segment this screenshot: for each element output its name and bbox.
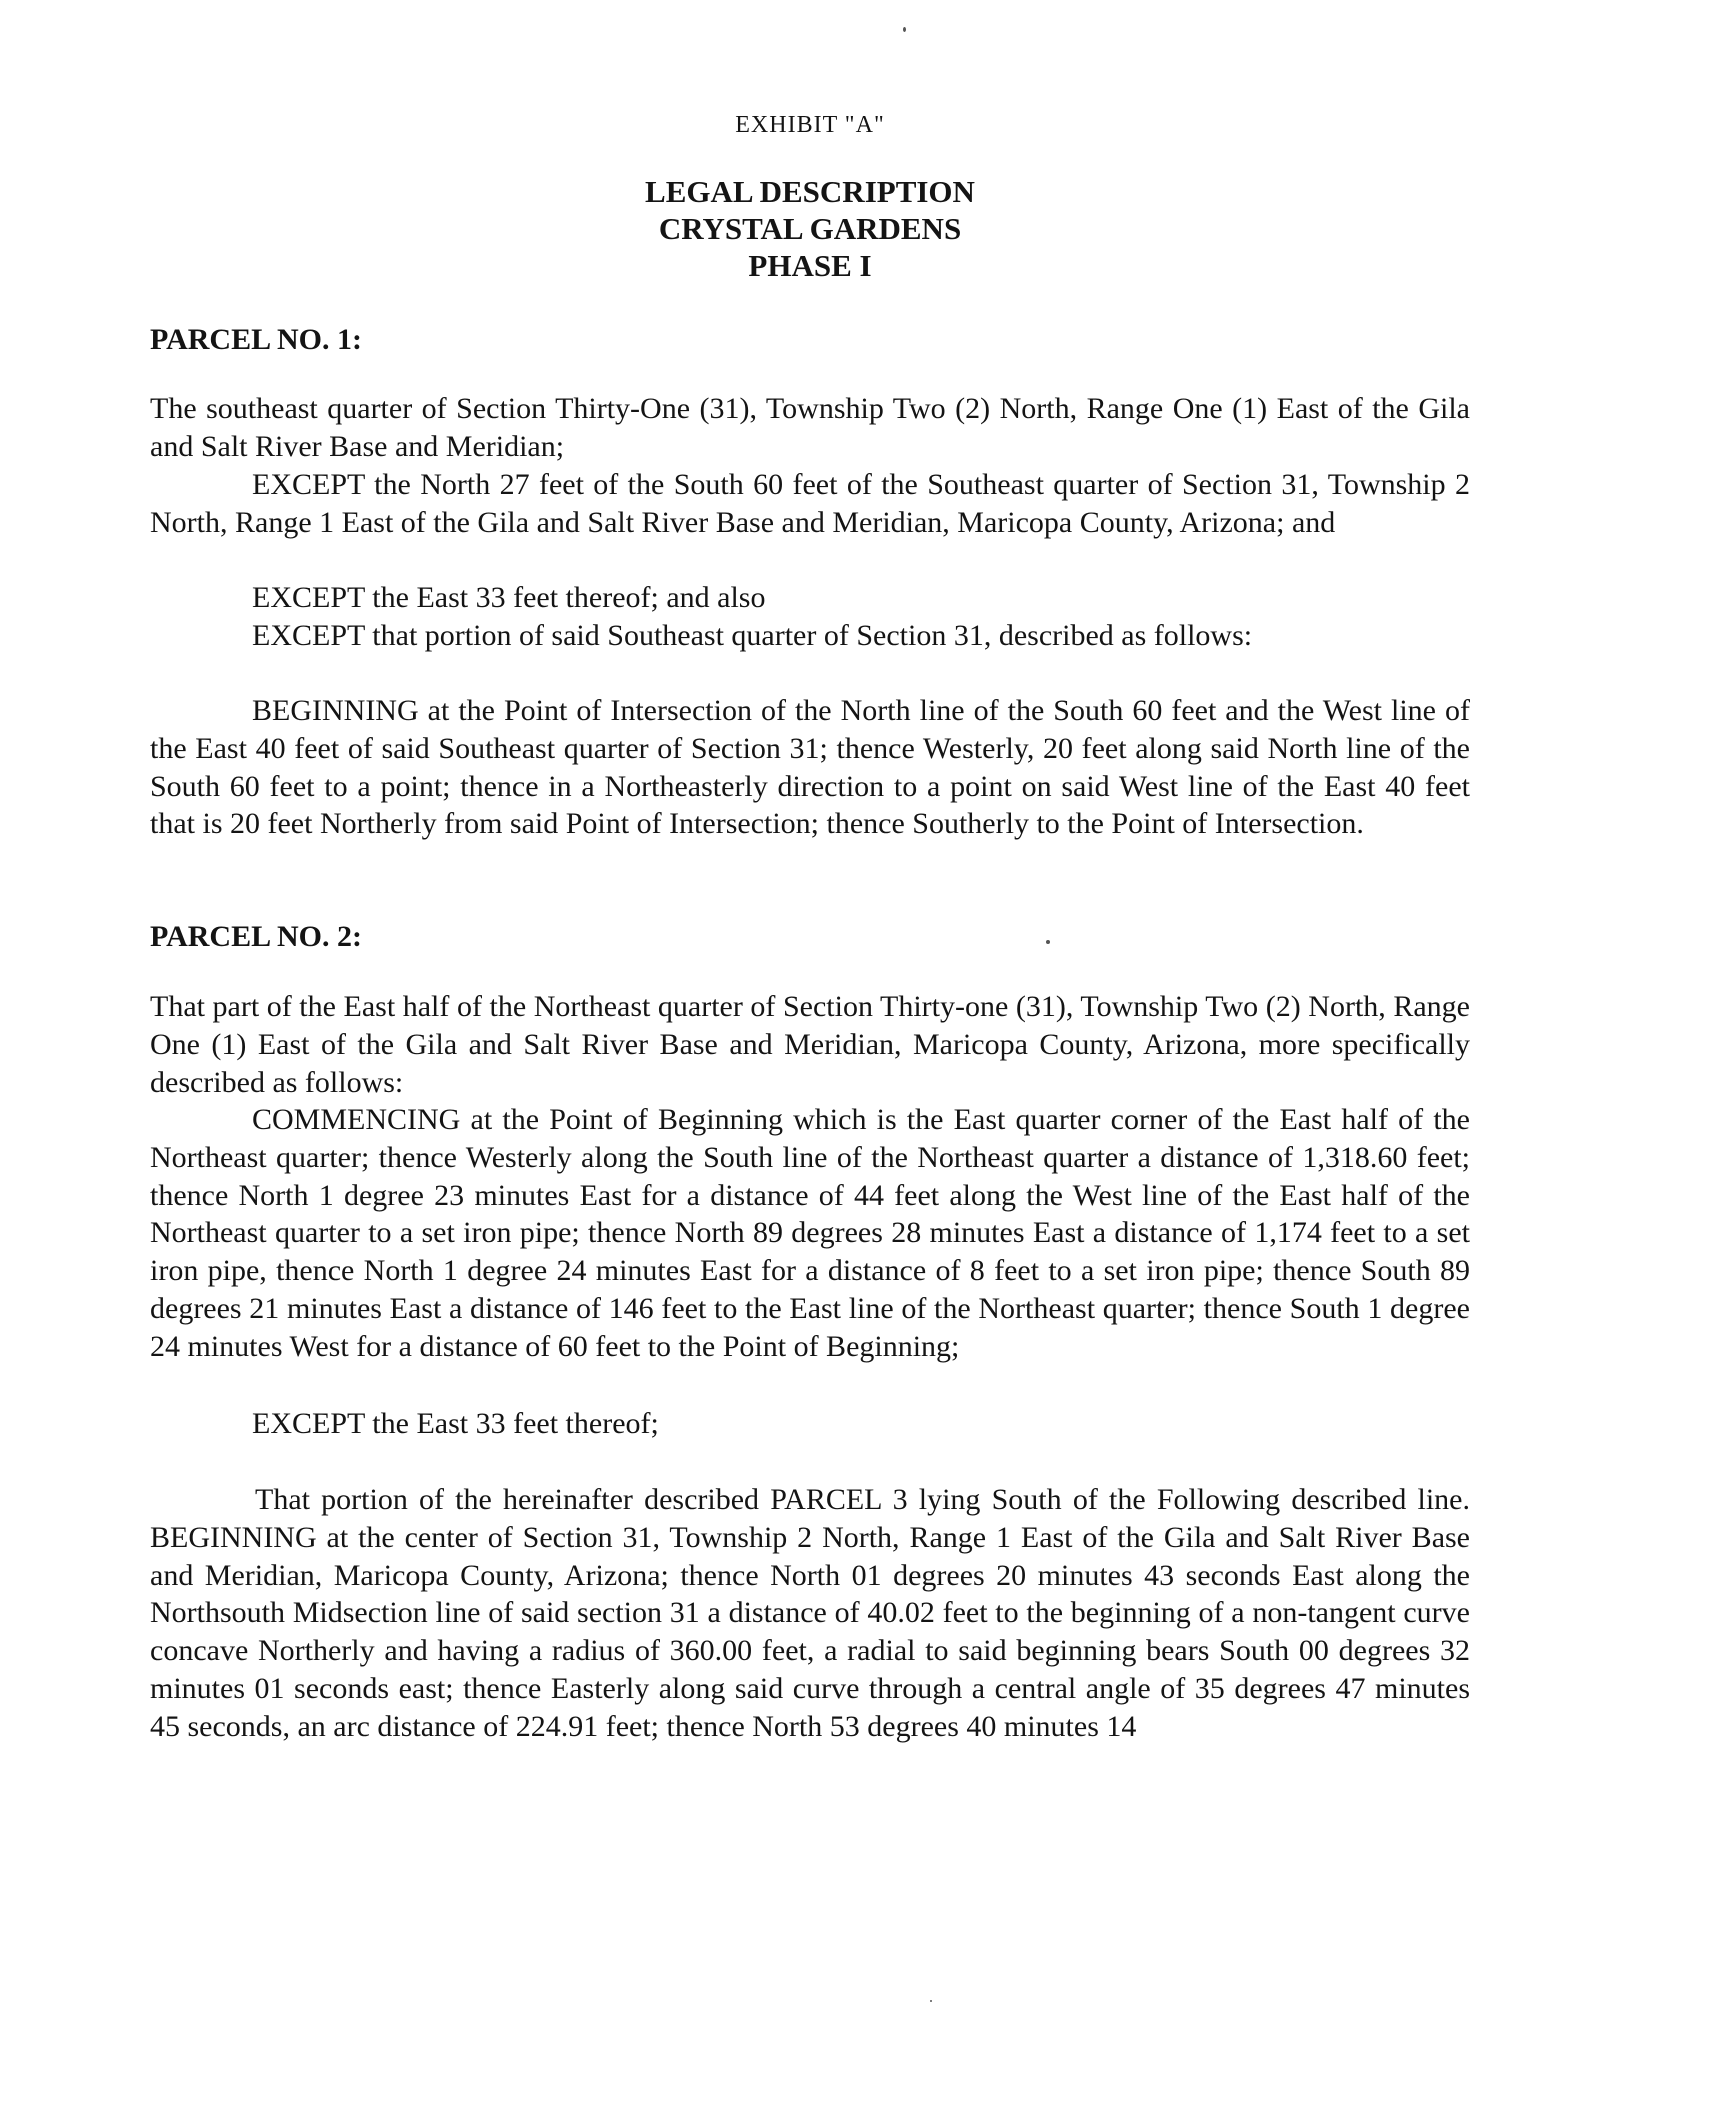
parcel-2-paragraph-1: That part of the East half of the Northeast quarter of Section Thirty-one (31), Township Two (2) North, Range One (1) East of the Gila and Salt River Base and Meridian, Maricopa County, Arizona, more specifically described as follows: <box>150 990 1470 1099</box>
title-line-3: PHASE I <box>748 248 872 283</box>
parcel-1-paragraph-3: EXCEPT the East 33 feet thereof; and also <box>252 581 766 614</box>
parcel-1-paragraph-2: EXCEPT the North 27 feet of the South 60 feet of the Southeast quarter of Section 31, Township 2 North, Range 1 East of the Gila and Salt River Base and Meridian, Maricopa County, Arizona; and <box>150 468 1470 539</box>
scan-speck <box>903 27 906 32</box>
parcel-2-paragraph-4: That portion of the hereinafter described PARCEL 3 lying South of the Following described line. BEGINNING at the center of Section 31, Township 2 North, Range 1 East of the Gila and Salt River Base and Meridian, Maricopa County, Arizona; thence North 01 degrees 20 minutes 43 seconds East along the Northsouth Midsection line of said section 31 a distance of 40.02 feet to the beginning of a non-tangent curve concave Northerly and having a radius of 360.00 feet, a radial to said beginning bears South 00 degrees 32 minutes 01 seconds east; thence Easterly along said curve through a central angle of 35 degrees 47 minutes 45 seconds, an arc distance of 224.91 feet; thence North 53 degrees 40 minutes 14 <box>150 1483 1470 1743</box>
title-line-1: LEGAL DESCRIPTION <box>645 174 975 209</box>
parcel-1-paragraph-1: The southeast quarter of Section Thirty-One (31), Township Two (2) North, Range One (1) East of the Gila and Salt River Base and Meridian; <box>150 392 1470 463</box>
parcel-2-paragraph-3: EXCEPT the East 33 feet thereof; <box>252 1407 659 1440</box>
document-page <box>150 0 1470 2112</box>
scan-speck <box>930 2000 932 2002</box>
parcel-1-paragraph-5: BEGINNING at the Point of Intersection of the North line of the South 60 feet and the West line of the East 40 feet of said Southeast quarter of Section 31; thence Westerly, 20 feet along said North line of the South 60 feet to a point; thence in a Northeasterly direction to a point on said West line of the East 40 feet that is 20 feet Northerly from said Point of Intersection; thence Southerly to the Point of Intersection. <box>150 694 1470 841</box>
title-line-2: CRYSTAL GARDENS <box>658 211 962 246</box>
parcel-2-heading: PARCEL NO. 2: <box>150 920 362 953</box>
parcel-1-paragraph-4: EXCEPT that portion of said Southeast quarter of Section 31, described as follows: <box>252 619 1253 652</box>
exhibit-label: EXHIBIT "A" <box>735 112 885 138</box>
scan-speck <box>1046 940 1050 944</box>
parcel-1-heading: PARCEL NO. 1: <box>150 323 362 356</box>
parcel-2-paragraph-2: COMMENCING at the Point of Beginning which is the East quarter corner of the East half of the Northeast quarter; thence Westerly along the South line of the Northeast quarter a distance of 1,318.60 feet; thence North 1 degree 23 minutes East for a distance of 44 feet along the West line of the East half of the Northeast quarter to a set iron pipe; thence North 89 degrees 28 minutes East a distance of 1,174 feet to a set iron pipe, thence North 1 degree 24 minutes East for a distance of 8 feet to a set iron pipe; thence South 89 degrees 21 minutes East a distance of 146 feet to the East line of the Northeast quarter; thence South 1 degree 24 minutes West for a distance of 60 feet to the Point of Beginning; <box>150 1103 1470 1363</box>
document-title <box>150 173 1470 284</box>
